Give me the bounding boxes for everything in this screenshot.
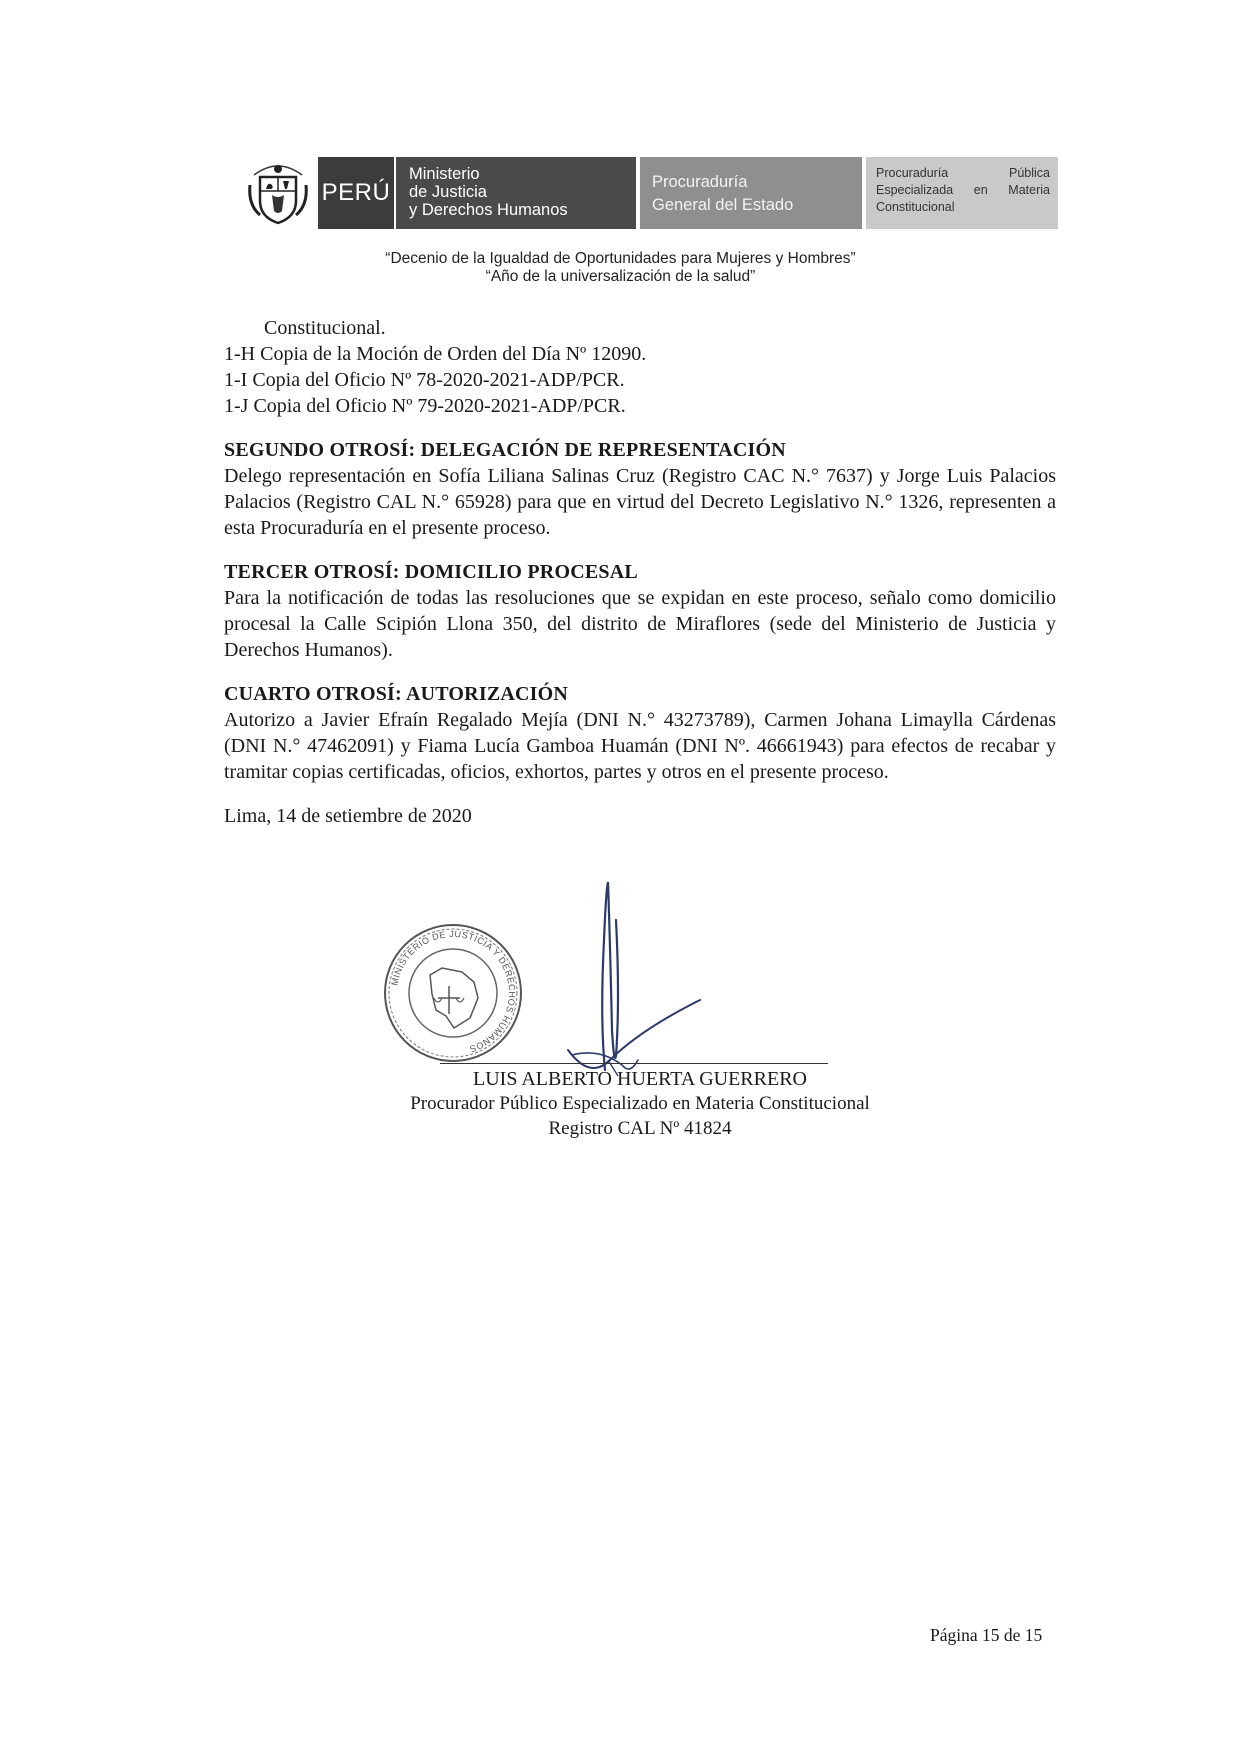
section-title: CUARTO OTROSÍ: AUTORIZACIÓN — [224, 683, 569, 705]
document-body — [224, 315, 1056, 829]
handwritten-signature — [560, 880, 720, 1080]
especializada-word: Constitucional — [876, 200, 955, 214]
section-title: SEGUNDO OTROSÍ: DELEGACIÓN DE REPRESENTACIÓN — [224, 439, 786, 461]
signature-area — [380, 880, 900, 1080]
motto-year: “Año de la universalización de la salud” — [485, 268, 756, 285]
especializada-word: Materia — [1008, 183, 1050, 197]
section-body: Para la notificación de todas las resoluciones que se expidan en este proceso, señalo como domicilio procesal la Calle Scipión Llona 350, del distrito de Miraflores (sede del Ministerio de Justicia y Derechos Humanos). — [224, 587, 1056, 661]
ministerio-line: y Derechos Humanos — [409, 201, 568, 219]
peru-label: PERÚ — [321, 179, 391, 206]
signatory-registry: Registro CAL Nº 41824 — [548, 1118, 732, 1139]
section-title: TERCER OTROSÍ: DOMICILIO PROCESAL — [224, 561, 638, 583]
place-date: Lima, 14 de setiembre de 2020 — [224, 805, 472, 827]
signatory-name: LUIS ALBERTO HUERTA GUERRERO — [473, 1068, 807, 1090]
annex-line: Constitucional. — [264, 317, 386, 339]
especializada-word: Procuraduría — [876, 166, 949, 180]
especializada-word: Pública — [1009, 166, 1050, 180]
signatory-role: Procurador Público Especializado en Materia Constitucional — [410, 1093, 870, 1114]
letterhead — [246, 155, 1058, 230]
peru-block — [318, 157, 394, 229]
official-seal-icon — [380, 920, 526, 1066]
motto-decenio: “Decenio de la Igualdad de Oportunidades para Mujeres y Hombres” — [385, 250, 856, 267]
ministerio-line: de Justicia — [409, 183, 487, 201]
peru-coat-of-arms-icon — [246, 155, 310, 227]
procuraduria-block — [640, 157, 862, 229]
annex-line: 1-J Copia del Oficio Nº 79-2020-2021-ADP/PCR. — [224, 395, 626, 417]
annex-line: 1-H Copia de la Moción de Orden del Día Nº 12090. — [224, 343, 647, 365]
ministerio-block — [396, 157, 636, 229]
especializada-word: Especializada — [876, 183, 954, 197]
ministerio-line: Ministerio — [409, 165, 480, 183]
page-number: Página 15 de 15 — [930, 1625, 1043, 1645]
section-body: Delego representación en Sofía Liliana Salinas Cruz (Registro CAC N.° 7637) y Jorge Luis Palacios Palacios (Registro CAL N.° 65928) para que en virtud del Decreto Legislativo N.° 1326, representen a esta Procuraduría en el presente proceso. — [224, 465, 1056, 539]
especializada-block — [866, 157, 1058, 229]
procuraduria-line: Procuraduría — [652, 173, 748, 191]
especializada-word: en — [973, 183, 988, 197]
signature-line — [440, 1063, 828, 1064]
seal-text: MINISTERIO DE JUSTICIA Y DERECHOS HUMANOS — [389, 928, 518, 1055]
section-body: Autorizo a Javier Efraín Regalado Mejía (DNI N.° 43273789), Carmen Johana Limaylla Cárdenas (DNI N.° 47462091) y Fiama Lucía Gamboa Huamán (DNI Nº. 46661943) para efectos de recabar y tramitar copias certificadas, oficios, exhortos, partes y otros en el presente proceso. — [224, 709, 1056, 783]
annex-line: 1-I Copia del Oficio Nº 78-2020-2021-ADP/PCR. — [224, 369, 625, 391]
procuraduria-line: General del Estado — [652, 196, 794, 214]
